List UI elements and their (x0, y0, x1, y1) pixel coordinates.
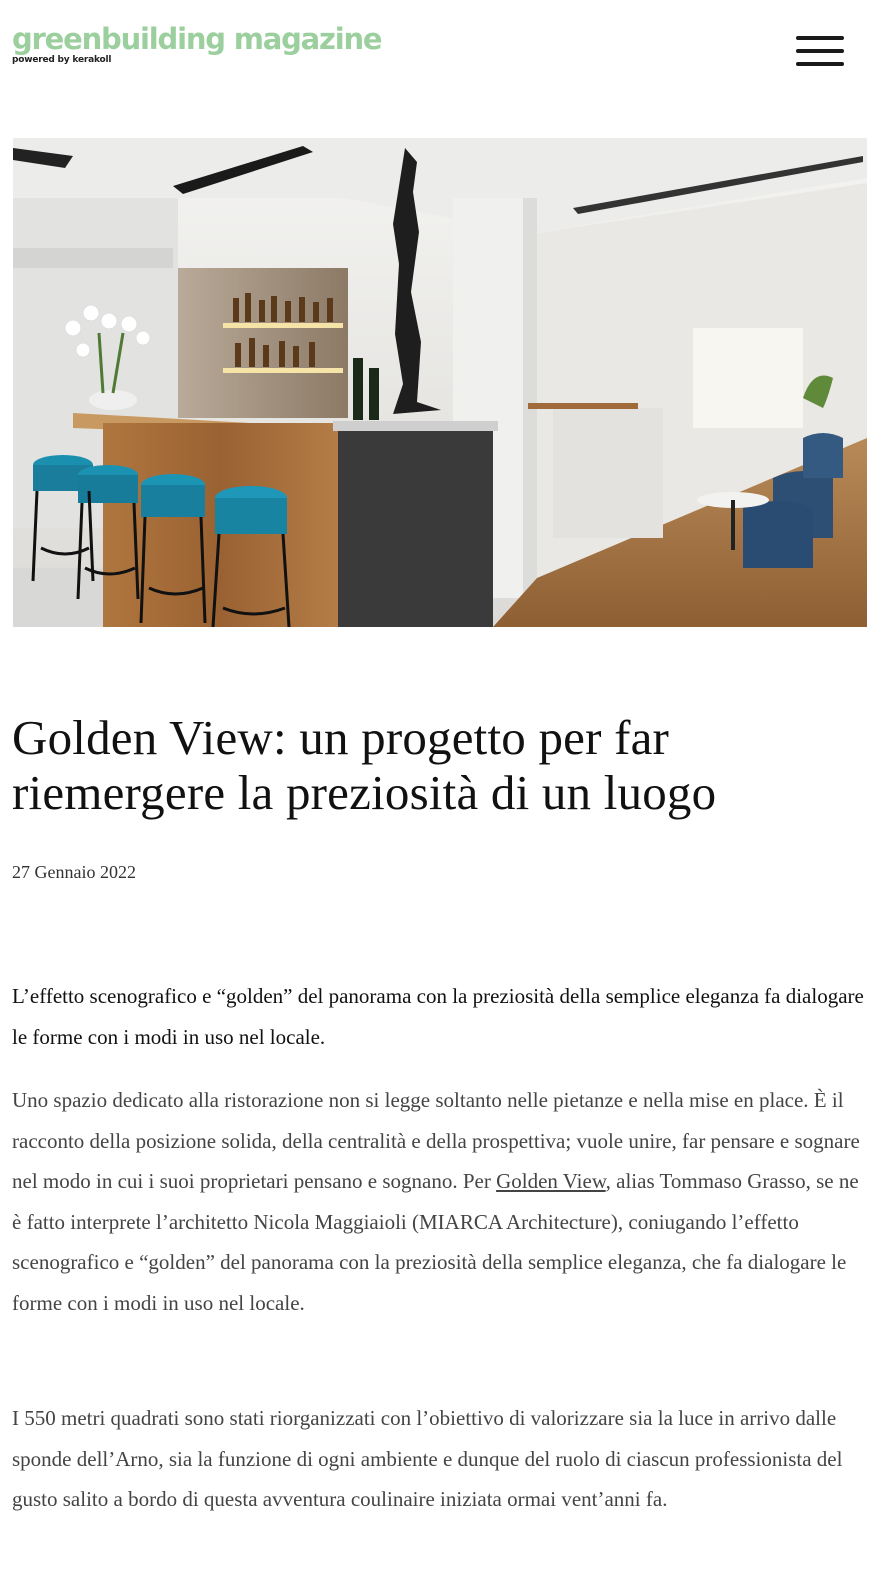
article-paragraph-2: I 550 metri quadrati sono stati riorganizzati con l’obiettivo di valorizzare sia la luce in arrivo dalle sponde dell’Arno, sia la funzione di ogni ambiente e dunque del ruolo di ciascun professionista del gusto salito a bordo di questa avventura coulinaire iniziata ormai vent’anni fa. (12, 1406, 843, 1511)
article-date: 27 Gennaio 2022 (12, 862, 136, 882)
article-paragraph-1 (12, 1080, 872, 1323)
article-lead: L’effetto scenografico e “golden” del panorama con la preziosità della semplice eleganza fa dialogare le forme con i modi in uso nel locale. (12, 984, 864, 1049)
article-title: Golden View: un progetto per far riemergere la preziosità di un luogo (12, 710, 717, 820)
hero-image (13, 138, 867, 627)
logo-subtitle: powered by kerakoll (12, 55, 112, 65)
logo-title: greenbuilding magazine (12, 22, 382, 56)
golden-view-link[interactable]: Golden View (496, 1169, 606, 1193)
site-logo[interactable] (12, 22, 381, 65)
paragraph-text: , alias Tommaso Grasso, se ne è fatto interprete l’architetto Nicola Maggiaioli (MIARCA Architecture), coniugando l’effetto scenografico e “golden” del panorama con la preziosità della semplice eleganza, che fa dialogare le forme con i modi in uso nel locale. (12, 1169, 859, 1315)
hamburger-menu-icon[interactable] (796, 32, 846, 72)
paragraph-text: Uno spazio dedicato alla ristorazione non si legge soltanto nelle pietanze e nella mise en place. È il racconto della posizione solida, della centralità e della prospettiva; vuole unire, far pensare e sognare nel modo in cui i suoi proprietari pensano e sognano. Per (12, 1088, 860, 1193)
